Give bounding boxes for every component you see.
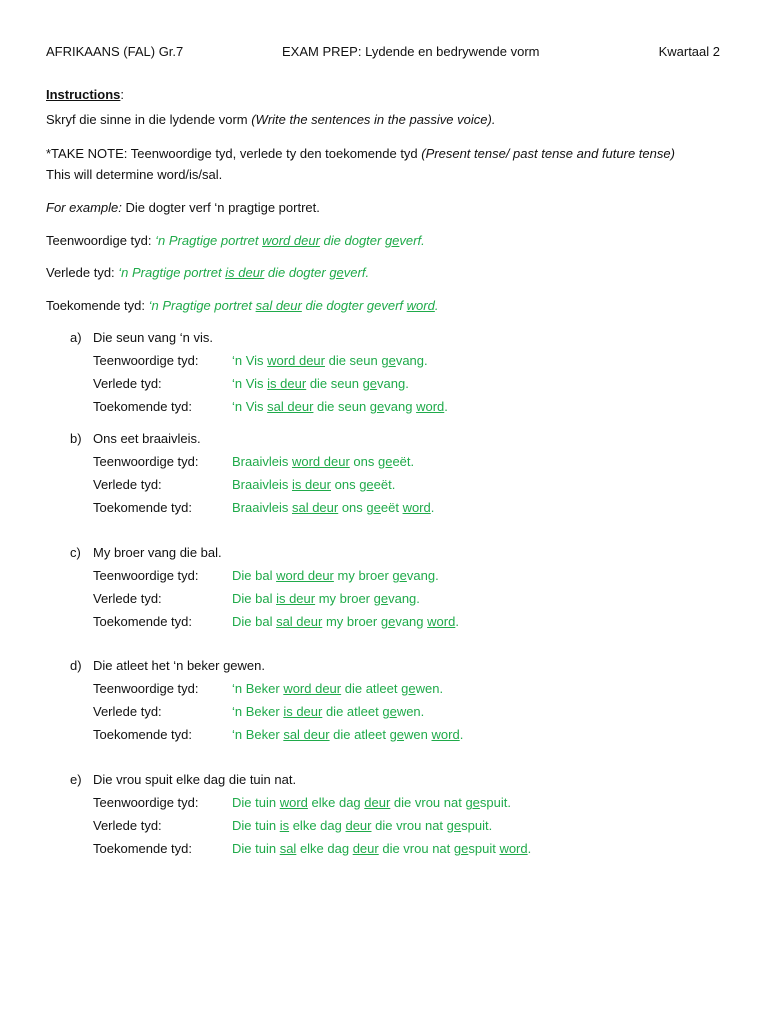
item-letter: b) — [70, 431, 82, 446]
past-label: Verlede tyd: — [93, 376, 162, 391]
future-answer: Die bal sal deur my broer gevang word. — [232, 614, 459, 629]
example-label: For example: — [46, 200, 122, 215]
future-label: Toekomende tyd: — [93, 614, 193, 629]
example-sentence: Die dogter verf ‘n pragtige portret. — [121, 200, 320, 215]
item-sentence: My broer vang die bal. — [93, 545, 222, 560]
instructions-text: Skryf die sinne in die lydende vorm — [46, 112, 252, 127]
past-label: Verlede tyd: — [93, 477, 162, 492]
example-future-answer: ‘n Pragtige portret sal deur die dogter geverf word. — [148, 298, 439, 313]
item-letter: a) — [70, 330, 82, 345]
present-label: Teenwoordige tyd: — [93, 681, 199, 696]
present-answer: ‘n Beker word deur die atleet gewen. — [232, 681, 444, 696]
present-answer: Braaivleis word deur ons geeët. — [232, 454, 415, 469]
present-answer: Die bal word deur my broer gevang. — [232, 568, 439, 583]
present-label: Teenwoordige tyd: — [93, 454, 199, 469]
future-answer: Die tuin sal elke dag deur die vrou nat gespuit word. — [232, 841, 532, 856]
present-label: Teenwoordige tyd: — [93, 353, 199, 368]
future-answer: ‘n Vis sal deur die seun gevang word. — [232, 399, 448, 414]
future-label: Toekomende tyd: — [93, 841, 193, 856]
note-text: *TAKE NOTE: Teenwoordige tyd, verlede ty den toekomende tyd — [46, 146, 422, 161]
item-letter: c) — [70, 545, 81, 560]
past-answer: Die bal is deur my broer gevang. — [232, 591, 420, 606]
header-title: EXAM PREP: Lydende en bedrywende vorm — [282, 44, 540, 59]
example-line — [46, 199, 320, 217]
item-sentence: Ons eet braaivleis. — [93, 431, 201, 446]
future-label: Toekomende tyd: — [93, 500, 193, 515]
instructions-heading-line — [46, 86, 124, 104]
present-label: Teenwoordige tyd: — [93, 568, 199, 583]
example-past — [46, 264, 369, 282]
note-line — [46, 145, 675, 163]
present-label: Teenwoordige tyd: — [93, 795, 199, 810]
past-answer: ‘n Vis is deur die seun gevang. — [232, 376, 409, 391]
past-label: Verlede tyd: — [93, 704, 162, 719]
item-sentence: Die atleet het ‘n beker gewen. — [93, 658, 265, 673]
future-label: Toekomende tyd: — [93, 399, 193, 414]
past-answer: Braaivleis is deur ons geeët. — [232, 477, 396, 492]
example-present-label: Teenwoordige tyd: — [46, 233, 152, 248]
example-present-answer: ‘n Pragtige portret word deur die dogter geverf. — [155, 233, 425, 248]
example-past-answer: ‘n Pragtige portret is deur die dogter geverf. — [118, 265, 370, 280]
item-sentence: Die seun vang ‘n vis. — [93, 330, 213, 345]
note-line-2: This will determine word/is/sal. — [46, 167, 223, 182]
example-future — [46, 297, 438, 315]
present-answer: Die tuin word elke dag deur die vrou nat gespuit. — [232, 795, 511, 810]
item-letter: d) — [70, 658, 82, 673]
instructions-heading: Instructions — [46, 87, 121, 102]
header-subject: AFRIKAANS (FAL) Gr.7 — [46, 44, 184, 59]
instructions-line — [46, 111, 495, 129]
header-term: Kwartaal 2 — [658, 44, 720, 59]
example-present — [46, 232, 425, 250]
instructions-translation: (Write the sentences in the passive voice). — [251, 112, 496, 127]
past-label: Verlede tyd: — [93, 591, 162, 606]
example-past-label: Verlede tyd: — [46, 265, 115, 280]
item-sentence: Die vrou spuit elke dag die tuin nat. — [93, 772, 297, 787]
past-answer: ‘n Beker is deur die atleet gewen. — [232, 704, 425, 719]
future-answer: ‘n Beker sal deur die atleet gewen word. — [232, 727, 464, 742]
note-translation: (Present tense/ past tense and future tense) — [421, 146, 675, 161]
future-label: Toekomende tyd: — [93, 727, 193, 742]
page-header — [46, 44, 720, 62]
present-answer: ‘n Vis word deur die seun gevang. — [232, 353, 428, 368]
past-answer: Die tuin is elke dag deur die vrou nat gespuit. — [232, 818, 493, 833]
item-letter: e) — [70, 772, 82, 787]
future-answer: Braaivleis sal deur ons geeët word. — [232, 500, 435, 515]
example-future-label: Toekomende tyd: — [46, 298, 146, 313]
instructions-colon: : — [120, 87, 125, 102]
past-label: Verlede tyd: — [93, 818, 162, 833]
